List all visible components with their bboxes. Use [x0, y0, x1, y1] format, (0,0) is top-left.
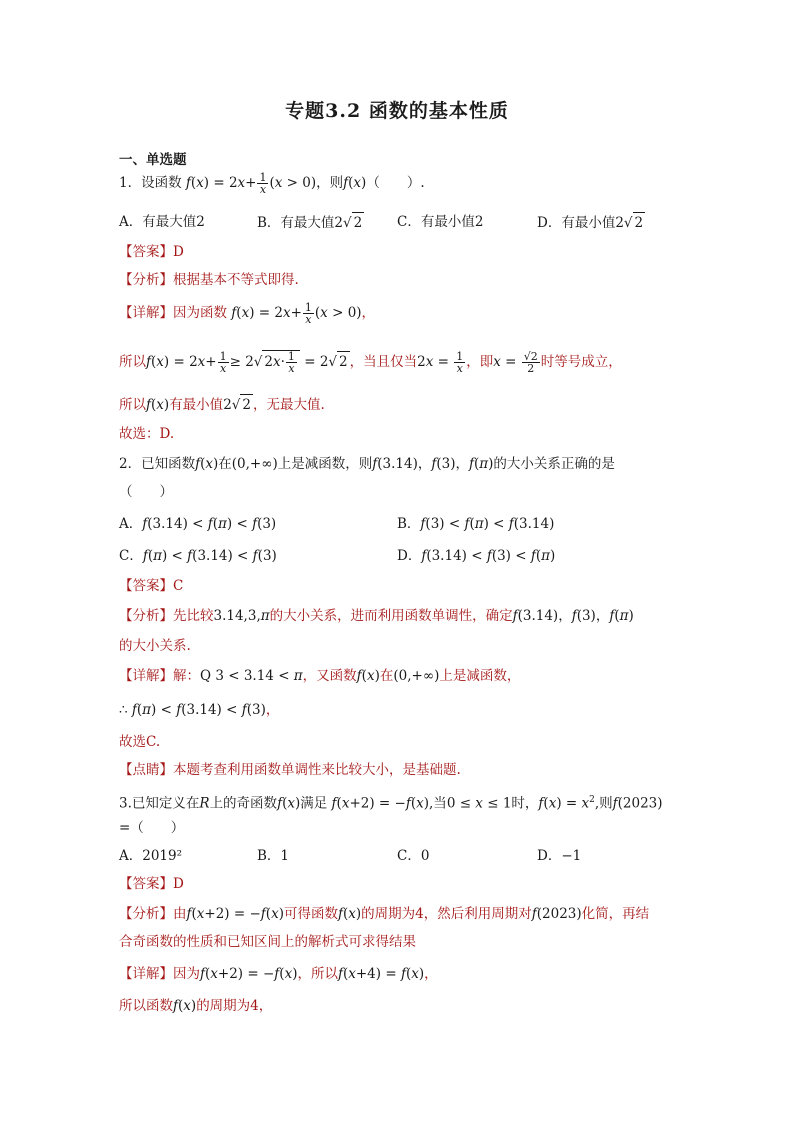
q1-stem-end: （ ）.	[366, 175, 425, 191]
q2-stem-pre: 2．已知函数	[119, 456, 196, 472]
q3-stem-mid4: 时，	[511, 795, 539, 812]
q2-line2-end: ，	[265, 702, 280, 718]
q1-detail-line3: 所以f(x)有最小值2√ 2 ，无最大值.	[119, 394, 325, 415]
q1-option-d-label: D．有最小值	[537, 215, 616, 231]
q2-stem-mid: 在	[218, 456, 232, 472]
q1-stem-pre: 1．设函数	[119, 175, 182, 191]
q3-line2-end: 的周期为4，	[196, 998, 273, 1014]
q1-detail: 【详解】因为函数 f(x) = 2x+ $\frac{1}{x}$ (x > 0)，	[119, 301, 376, 326]
q2-stem-mid2: 上是减函数，则	[277, 456, 373, 472]
q3-detail: 【详解】因为f(x+2) = −f(x)，所以f(x+4) = f(x)，	[119, 966, 438, 982]
q2-answer-tag: 【答案】	[119, 578, 173, 594]
q1-option-b-label: B．有最大值	[257, 215, 335, 231]
q3-analysis-tag: 【分析】	[119, 906, 173, 922]
q2-analysis-tag: 【分析】	[119, 608, 173, 624]
page-title: 专题3.2 函数的基本性质	[285, 100, 509, 122]
q3-answer	[119, 874, 184, 894]
q1-analysis-tag: 【分析】	[119, 272, 173, 288]
q2-analysis-pre: 先比较	[173, 608, 214, 624]
q2-analysis: 【分析】先比较3.14,3,π的大小关系，进而利用函数单调性，确定f(3.14)，f(3)，f(π)	[119, 608, 634, 624]
q1-analysis-text: 根据基本不等式即得.	[173, 272, 299, 288]
q3-detail-end: ，	[424, 966, 438, 982]
q1-stem: 1．设函数 f(x) = 2x+ $\frac{1}{x}$ (x > 0)，则f(x)（ ）.	[119, 171, 425, 196]
q3-stem-mid3: ,当	[429, 795, 447, 812]
q2-option-d-label: D．	[397, 548, 422, 564]
q2-option-c: C．f(π) < f(3.14) < f(3)	[119, 548, 277, 564]
q1-line2-end: 时等号成立，	[540, 354, 622, 370]
q2-remark-text: 本题考查利用函数单调性来比较大小，是基础题.	[173, 762, 461, 778]
q1-answer	[119, 242, 184, 262]
q3-analysis: 【分析】由f(x+2) = −f(x)可得函数f(x)的周期为4，然后利用周期对f(2023)化简，再结	[119, 906, 650, 922]
q3-stem: 3.已知定义在R上的奇函数f(x)满足 f(x+2) = −f(x),当0 ≤ x ≤ 1时，$f(x) = x^2$,则f(2023)	[119, 795, 663, 812]
q1-answer-value: D	[173, 244, 184, 260]
q2-stem-paren: （ ）	[119, 484, 173, 500]
q1-detail-post: ，	[361, 305, 376, 321]
q3-answer-tag: 【答案】	[119, 876, 173, 892]
q3-option-d: D．−1	[537, 848, 582, 864]
q2-analysis-mid: 的大小关系，进而利用函数单调性，确定	[269, 608, 513, 624]
q2-detail-mid: ，又函数	[302, 668, 357, 684]
q1-detail-line2: 所以f(x) = 2x+ $\frac{1}{x}$ ≥ 2√ 2x· $\frac{1}{x}$ = 2√ 2 ，当且仅当2x = $\frac{1}{x}$ ，即x = $\frac{√2}{2}$ 时等号成立，	[119, 350, 622, 375]
q3-analysis-pre: 由	[173, 906, 187, 922]
q1-option-b: B．有最大值2√ 2	[257, 212, 364, 233]
q2-remark-tag: 【点睛】	[119, 762, 173, 778]
q2-option-b: B．f(3) < f(π) < f(3.14)	[397, 516, 555, 532]
section-heading: 一、单选题	[119, 152, 187, 168]
q1-answer-tag: 【答案】	[119, 244, 173, 260]
q3-stem-pre: 3.已知定义在	[119, 795, 200, 812]
q2-line2-pre: ∴	[119, 702, 128, 718]
q3-detail-pre: 因为	[173, 966, 200, 982]
q2-detail: 【详解】解：Q 3 < 3.14 < π，又函数f(x)在(0,+∞)上是减函数，	[119, 668, 521, 684]
q3-line2-pre: 所以函数	[119, 998, 173, 1014]
q3-analysis-line2: 合奇函数的性质和已知区间上的解析式可求得结果	[119, 934, 416, 950]
q2-detail-pre: 解：	[173, 668, 200, 684]
q1-option-c: C．有最小值2	[397, 214, 484, 230]
q3-analysis-mid: 可得函数	[283, 906, 338, 922]
q1-detail-tag: 【详解】	[119, 305, 173, 321]
q3-answer-value: D	[173, 876, 184, 892]
q2-detail-end: 上是减函数，	[439, 668, 521, 684]
q1-line2-mid: ，当且仅当	[349, 354, 418, 370]
q1-option-d: D．有最小值2√ 2	[537, 212, 645, 233]
q1-choice: 故选：D.	[119, 426, 175, 442]
q3-option-a: A．2019²	[119, 848, 183, 864]
q1-line3-end: ，无最大值.	[252, 397, 325, 413]
q2-detail-tag: 【详解】	[119, 668, 173, 684]
q3-stem-mid2: 满足	[300, 795, 328, 812]
q1-option-a: A．有最大值2	[119, 214, 205, 230]
q2-option-b-label: B．	[397, 516, 421, 532]
q3-detail-tag: 【详解】	[119, 966, 173, 982]
q1-analysis	[119, 270, 299, 290]
q1-line2-mid2: ，即	[466, 354, 494, 370]
q3-stem-mid: 上的奇函数	[209, 795, 278, 812]
q2-option-a-label: A．	[119, 516, 143, 532]
q3-analysis-mid2: 的周期为4，然后利用周期对	[361, 906, 532, 922]
q2-answer	[119, 576, 183, 596]
q1-line3-mid: 有最小值	[169, 397, 224, 413]
q2-choice: 故选C.	[119, 734, 161, 750]
q2-remark	[119, 760, 461, 780]
q2-option-c-label: C．	[119, 548, 143, 564]
q2-stem: 2．已知函数f(x)在(0,+∞)上是减函数，则f(3.14)，f(3)，f(π)的大小关系正确的是	[119, 456, 615, 472]
q2-detail-mid2: 在	[379, 668, 394, 684]
q1-stem-post: ，则	[316, 175, 344, 191]
q3-analysis-end: 化简，再结	[581, 906, 650, 922]
q3-option-c: C．0	[397, 848, 430, 864]
q2-stem-end: 的大小关系正确的是	[493, 456, 615, 472]
q3-stem-line2: =（ ）	[119, 820, 185, 836]
q3-detail-mid: ，所以	[297, 966, 338, 982]
q3-detail-line2: 所以函数f(x)的周期为4，	[119, 998, 273, 1014]
q1-line3-pre: 所以	[119, 397, 146, 413]
q3-option-b: B．1	[257, 848, 290, 864]
q3-stem-end: ,则	[594, 795, 613, 812]
q2-detail-line2: ∴ f(π) < f(3.14) < f(3)，	[119, 702, 280, 718]
q1-line2-pre: 所以	[119, 354, 146, 370]
q2-answer-value: C	[173, 578, 184, 594]
q1-detail-pre: 因为函数	[173, 305, 227, 321]
q2-analysis-line2: 的大小关系.	[119, 638, 191, 654]
q2-option-a: A．f(3.14) < f(π) < f(3)	[119, 516, 277, 532]
q2-option-d: D．f(3.14) < f(3) < f(π)	[397, 548, 556, 564]
